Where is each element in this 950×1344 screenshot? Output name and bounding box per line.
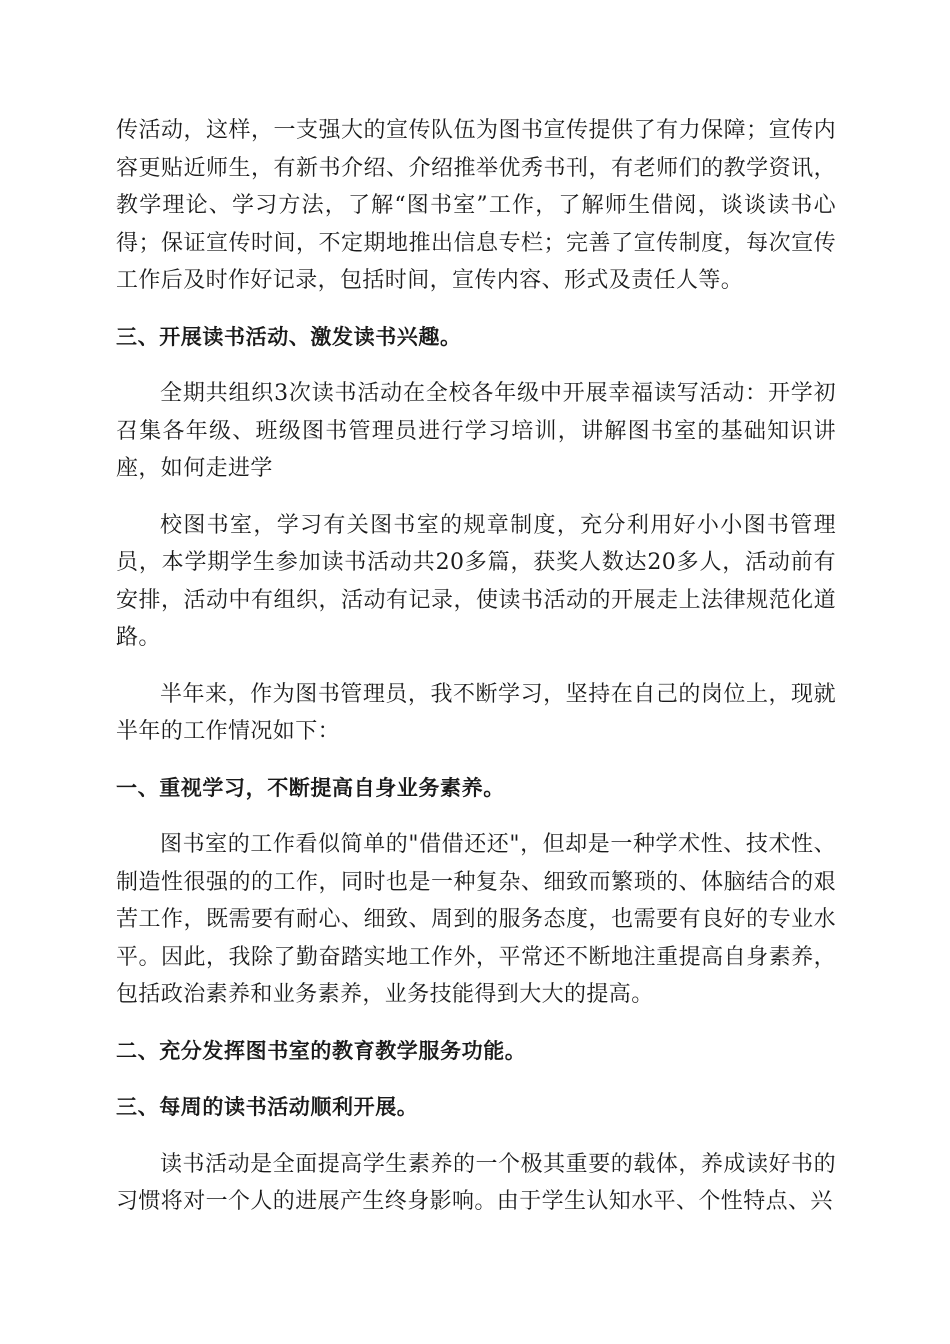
- heading-study: 一、重视学习，不断提高自身业务素养。: [116, 775, 505, 800]
- heading-education-service: 二、充分发挥图书室的教育教学服务功能。: [116, 1038, 527, 1063]
- heading-weekly-reading: 三、每周的读书活动顺利开展。: [116, 1095, 419, 1119]
- heading-reading-activities: 三、开展读书活动、激发读书兴趣。: [116, 324, 462, 349]
- paragraph-reading-importance: 读书活动是全面提高学生素养的一个极其重要的载体，养成读好书的习惯将对一个人的进展产生终身影响。由于学生认知水平、个性特点、兴: [116, 1151, 836, 1214]
- paragraph-library-rules: 校图书室，学习有关图书室的规章制度，充分利用好小小图书管理员，本学期学生参加读书活动共20多篇，获奖人数达20多人，活动前有安排，活动中有组织，活动有记录，使读书活动的开展走上法律规范化道路。: [116, 512, 836, 650]
- paragraph-reading-activities: 全期共组织3次读书活动在全校各年级中开展幸福读写活动：开学初召集各年级、班级图书管理员进行学习培训，讲解图书室的基础知识讲座，如何走进学: [116, 381, 836, 481]
- paragraph-library-work: 图书室的工作看似简单的"借借还还"，但却是一种学术性、技术性、制造性很强的的工作，同时也是一种复杂、细致而繁琐的、体脑结合的艰苦工作，既需要有耐心、细致、周到的服务态度，也需要有良好的专业水平。因此，我除了勤奋踏实地工作外，平常还不断地注重提高自身素养，包括政治素养和业务素养，业务技能得到大大的提高。: [116, 832, 836, 1007]
- paragraph-half-year-summary: 半年来，作为图书管理员，我不断学习，坚持在自己的岗位上，现就半年的工作情况如下：: [116, 681, 836, 744]
- document-body: [116, 112, 836, 1240]
- paragraph-publicity-continued: 传活动，这样，一支强大的宣传队伍为图书宣传提供了有力保障；宣传内容更贴近师生，有新书介绍、介绍推举优秀书刊，有老师们的教学资讯，教学理论、学习方法，了解“图书室”工作，了解师生借阅，谈谈读书心得；保证宣传时间，不定期地推出信息专栏；完善了宣传制度，每次宣传工作后及时作好记录，包括时间，宣传内容、形式及责任人等。: [116, 118, 836, 293]
